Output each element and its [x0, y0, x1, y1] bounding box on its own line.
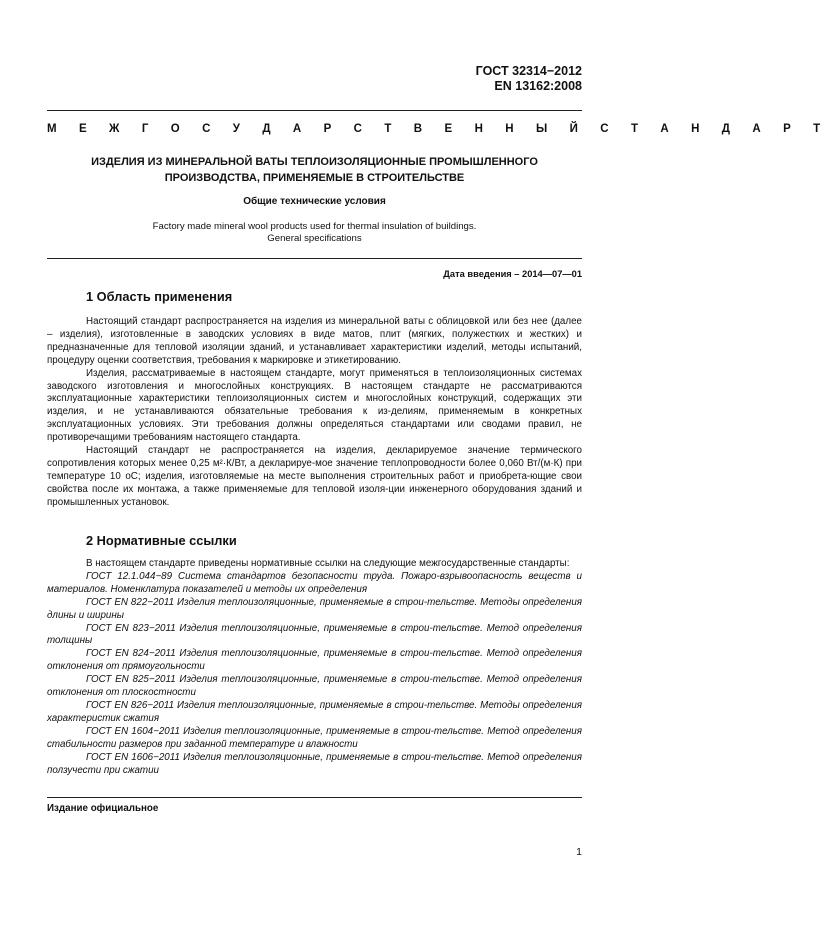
english-title: [47, 221, 582, 245]
standard-code-gost: ГОСТ 32314−2012: [475, 64, 582, 78]
official-edition-label: Издание официальное: [47, 803, 159, 814]
top-divider: [47, 110, 582, 111]
reference-item: ГОСТ EN 826−2011 Изделия теплоизоляционные, применяемые в строи-тельстве. Методы определения характеристик сжатия: [47, 699, 582, 724]
paragraph: Настоящий стандарт не распространяется на изделия, декларируемое значение термического сопротивления которых менее 0,25 м²·К/Вт, а декларируе-мое значение теплопроводности более 0,060 Вт/(м·К) при температуре 10 оС; изделия, изготовляемые на месте выполнения строительных работ и приобрета-ющие свои свойства после их монтажа, а также применяемые для тепловой изоля-ции инженерного оборудования зданий и промышленных установок.: [47, 445, 582, 508]
reference-item: ГОСТ EN 822−2011 Изделия теплоизоляционные, применяемые в строи-тельстве. Методы определения длины и ширины: [47, 596, 582, 621]
paragraph: Настоящий стандарт распространяется на изделия из минеральной ваты с облицовкой или без нее (далее – изделия), изготовленные в заводских условиях в виде матов, плит (мягких, полужестких и жестких) и предназначенные для тепловой изоляции зданий, и устанавливает характеристики изделий, методы испытаний, процедуру оценки соответствия, требования к маркировке и этикетированию.: [47, 316, 582, 366]
section-scope-body: [47, 316, 582, 510]
reference-item: ГОСТ EN 825−2011 Изделия теплоизоляционные, применяемые в строи-тельстве. Метод определения отклонения от плоскостности: [47, 674, 582, 699]
english-title-line2: General specifications: [267, 233, 362, 244]
standard-code-en: EN 13162:2008: [494, 79, 582, 93]
interstate-standard-label: М Е Ж Г О С У Д А Р С Т В Е Н Н Ы Й С Т А Н Д А Р Т: [47, 123, 830, 135]
reference-item: ГОСТ EN 824−2011 Изделия теплоизоляционные, применяемые в строи-тельстве. Метод определения отклонения от прямоугольности: [47, 648, 582, 673]
paragraph: Изделия, рассматриваемые в настоящем стандарте, могут применяться в теплоизоляционных системах заводского изготовления и многослойных конструкциях. В настоящем стандарте не рассматриваются эксплуатационные характеристики теплоизоляционных систем и многослойных конструкций, содержащих эти изделия, и не устанавливаются обязательные требования к из-делиям, применяемым в конкретных эксплуатационных условиях. Эти требования должны определяться стандартами или сводами правил, не противоречащими требованиям настоящего стандарта.: [47, 367, 582, 444]
page-number: 1: [576, 846, 582, 858]
document-title-line1: ИЗДЕЛИЯ ИЗ МИНЕРАЛЬНОЙ ВАТЫ ТЕПЛОИЗОЛЯЦИОННЫЕ ПРОМЫШЛЕННОГО: [91, 156, 538, 168]
paragraph: В настоящем стандарте приведены нормативные ссылки на следующие межгосударственные стандарты:: [86, 558, 570, 569]
section-references-body: [47, 558, 582, 777]
english-title-line1: Factory made mineral wool products used for thermal insulation of buildings.: [152, 221, 477, 232]
introduction-date: Дата введения – 2014—07—01: [443, 269, 582, 279]
reference-item: ГОСТ EN 1606−2011 Изделия теплоизоляционные, применяемые в строи-тельстве. Метод определения ползучести при сжатии: [47, 751, 582, 776]
reference-item: ГОСТ EN 1604−2011 Изделия теплоизоляционные, применяемые в строи-тельстве. Метод определения стабильности размеров при заданной температуре и влажности: [47, 725, 582, 750]
document-subtitle: Общие технические условия: [243, 196, 386, 207]
title-divider: [47, 258, 582, 259]
document-title-line2: ПРОИЗВОДСТВА, ПРИМЕНЯЕМЫЕ В СТРОИТЕЛЬСТВЕ: [164, 172, 465, 184]
reference-item: ГОСТ 12.1.044−89 Система стандартов безопасности труда. Пожаро-взрывоопасность веществ и материалов. Номенклатура показателей и методы их определения: [47, 570, 582, 595]
reference-item: ГОСТ EN 823−2011 Изделия теплоизоляционные, применяемые в строи-тельстве. Метод определения толщины: [47, 622, 582, 647]
section-heading-references: 2 Нормативные ссылки: [86, 533, 237, 548]
footer-divider: [47, 797, 582, 798]
standard-code: [476, 64, 582, 94]
document-title: [47, 154, 582, 186]
section-heading-scope: 1 Область применения: [86, 289, 233, 304]
